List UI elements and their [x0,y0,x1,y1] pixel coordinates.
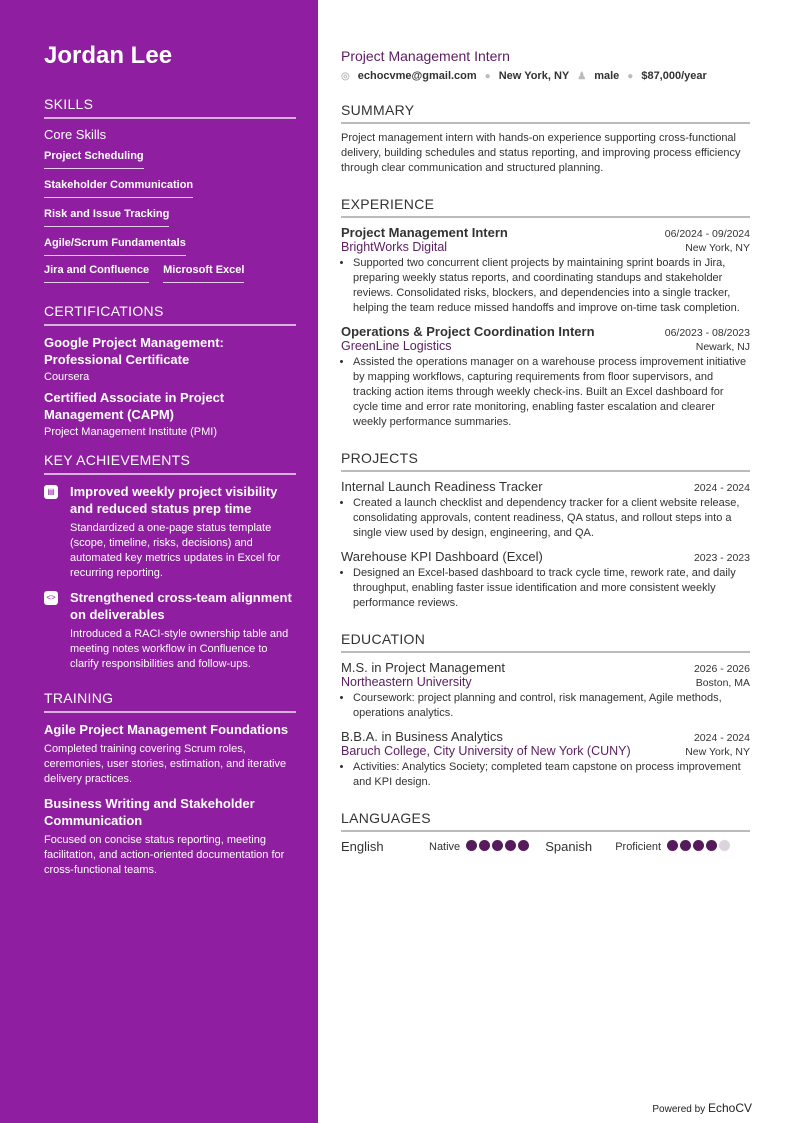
skills-list [44,146,296,289]
salary-icon: ● [627,70,634,82]
certifications-heading: CERTIFICATIONS [44,303,296,326]
bullet: • Created a launch checklist and dependency tracker for a client website release, consolidating approvals, content readiness, QA status, and rollout steps into a single view used by design, engineering, and QA. [353,496,750,541]
achievement-title: Strengthened cross-team alignment on deliverables [70,590,292,622]
main-content [341,48,750,854]
rating-dot [479,840,490,851]
company: GreenLine Logistics [341,339,452,353]
rating-dot [706,840,717,851]
bullet: • Activities: Analytics Society; completed team capstone on process improvement and KPI design. [353,760,750,790]
dates: 2026 - 2026 [693,663,750,675]
email-icon: ◎ [341,70,350,82]
location: Newark, NJ [695,341,750,353]
project-title: Internal Launch Readiness Tracker [341,479,543,494]
languages-row [341,839,750,854]
cert-title: Certified Associate in Project Management (CAPM) [44,390,225,422]
rating-dot [505,840,516,851]
rating-dot [719,840,730,851]
rating-dot [492,840,503,851]
position: Operations & Project Coordination Intern [341,324,595,339]
skill: Risk and Issue Tracking [44,206,169,227]
language-name: English [341,839,384,854]
training-heading: TRAINING [44,690,296,713]
dates: 06/2023 - 08/2023 [664,327,750,339]
rating-dot [667,840,678,851]
bullet: • Coursework: project planning and control, risk management, Agile methods, operations analytics. [353,691,750,721]
cert-issuer: Project Management Institute (PMI) [44,426,218,438]
language-rating [466,839,531,854]
achievement [44,589,296,672]
skill: Project Scheduling [44,148,144,169]
job-title: Project Management Intern [341,48,510,64]
skills-heading: SKILLS [44,96,296,119]
location-icon: ● [484,70,491,82]
achievement-desc: Standardized a one-page status template (scope, timeline, risks, decisions) and automated key metrics updates in Excel for recurring reporting. [70,522,281,579]
salary: $87,000/year [641,70,707,82]
training-item [44,795,296,878]
language-level: Native [429,840,461,853]
school: Baruch College, City University of New York (CUNY) [341,744,631,758]
training-desc: Completed training covering Scrum roles, ceremonies, user stories, estimation, and iterative delivery practices. [44,743,287,785]
experience-entry [341,225,750,316]
skill: Agile/Scrum Fundamentals [44,235,186,256]
sidebar [0,0,318,1123]
bullet: • Supported two concurrent client projects by maintaining sprint boards in Jira, preparing weekly status reports, and coordinating standups and stakeholder reviews. Consolidated risks, blockers, and dependencies into a single tracker, helping the team reduce missed handoffs and improve on-time task completion. [353,256,750,316]
rating-dot [680,840,691,851]
skill: Stakeholder Communication [44,177,193,198]
clipboard-icon: ▤ [44,485,58,499]
achievement-desc: Introduced a RACI-style ownership table and meeting notes workflow in Confluence to clarify responsibilities and follow-ups. [70,628,289,670]
degree: B.B.A. in Business Analytics [341,729,503,744]
languages-heading: LANGUAGES [341,810,750,832]
language-level: Proficient [615,840,662,853]
skill: Jira and Confluence [44,262,149,283]
bullet: • Assisted the operations manager on a warehouse process improvement initiative by mapping workflows, capturing requirements from floor supervisors, and tracking action items through weekly check-ins. Built an Excel dashboard for cycle time and error rate monitoring, enabling faster escalation and clearer weekly performance summaries. [353,355,750,430]
summary-heading: SUMMARY [341,102,750,124]
location: Boston, MA [695,677,750,689]
training-title: Agile Project Management Foundations [44,722,289,737]
language-name: Spanish [545,839,593,854]
cert-issuer: Coursera [44,371,90,383]
code-icon: <> [44,591,58,605]
degree: M.S. in Project Management [341,660,506,675]
language-rating [667,839,732,854]
education-heading: EDUCATION [341,631,750,653]
candidate-name: Jordan Lee [44,42,173,69]
dates: 2024 - 2024 [693,482,750,494]
location: New York, NY [685,242,750,254]
footer-brand: EchoCV [707,1101,752,1115]
cert-title: Google Project Management: Professional Certificate [44,335,224,367]
email[interactable]: echocvme@gmail.com [357,70,477,82]
projects-heading: PROJECTS [341,450,750,472]
summary-text: Project management intern with hands-on experience supporting cross-functional delivery, building schedules and status reporting, and improving process efficiency through clear communication and structured planning. [341,132,741,174]
achievement [44,483,296,581]
achievements-heading: KEY ACHIEVEMENTS [44,452,296,475]
achievement-title: Improved weekly project visibility and reduced status prep time [70,484,278,516]
bullet: • Designed an Excel-based dashboard to track cycle time, rework rate, and daily throughput, enabling faster issue identification and more consistent weekly performance reviews. [353,566,750,611]
project-entry [341,479,750,541]
position: Project Management Intern [341,225,508,240]
experience-entry [341,324,750,430]
dates: 06/2024 - 09/2024 [664,228,750,240]
project-title: Warehouse KPI Dashboard (Excel) [341,549,543,564]
rating-dot [518,840,529,851]
training-title: Business Writing and Stakeholder Communication [44,796,255,828]
dates: 2024 - 2024 [693,732,750,744]
company: BrightWorks Digital [341,240,448,254]
training-item [44,721,296,787]
education-entry [341,729,750,790]
project-entry [341,549,750,611]
footer [652,1101,752,1115]
education-entry [341,660,750,721]
school: Northeastern University [341,675,472,689]
person-icon: ♟ [577,70,587,82]
training-desc: Focused on concise status reporting, meeting facilitation, and action-oriented documentation for cross-functional teams. [44,834,285,876]
rating-dot [693,840,704,851]
experience-heading: EXPERIENCE [341,196,750,218]
footer-prefix: Powered by [652,1104,706,1115]
gender: male [594,70,620,82]
contact-row [341,70,750,82]
location: New York, NY [498,70,570,82]
skills-group: Core Skills [44,127,107,142]
skill: Microsoft Excel [163,262,244,283]
rating-dot [466,840,477,851]
location: New York, NY [685,746,750,758]
dates: 2023 - 2023 [693,552,750,564]
